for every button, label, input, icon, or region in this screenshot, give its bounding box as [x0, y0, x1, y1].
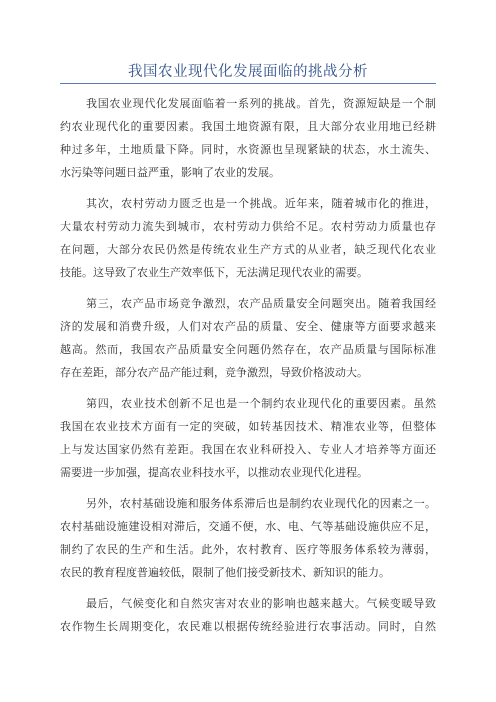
paragraph-1-line-3: 种过多年，土地质量下降。同时，水资源也呈现紧缺的状态，水土流失、 — [60, 143, 437, 156]
paragraph-2-line-4: 技能。这导致了农业生产效率低下，无法满足现代农业的需要。 — [60, 266, 368, 279]
paragraph-2-line-3: 在问题，大部分农民仍然是传统农业生产方式的从业者，缺乏现代化农业 — [60, 243, 437, 256]
paragraph-3-line-4: 存在差距，部分农产品产能过剩，竞争激烈，导致价格波动大。 — [60, 366, 368, 379]
paragraph-4-line-2: 我国在农业技术方面有一定的突破，如转基因技术、精准农业等，但整体 — [60, 420, 437, 433]
paragraph-4-line-4: 需要进一步加强，提高农业科技水平，以推动农业现代化进程。 — [60, 466, 368, 479]
paragraph-1-line-2: 约农业现代化的重要因素。我国土地资源有限，且大部分农业用地已经耕 — [60, 120, 437, 133]
paragraph-3-line-3: 越高。然而，我国农产品质量安全问题仍然存在，农产品质量与国际标准 — [60, 343, 437, 356]
paragraph-3-line-1: 第三，农产品市场竞争激烈，农产品质量安全问题突出。随着我国经 — [86, 297, 437, 310]
paragraph-6-line-2: 农作物生长周期变化，农民难以根据传统经验进行农事活动。同时，自然 — [60, 620, 437, 633]
title-underline — [60, 83, 436, 84]
paragraph-5-line-1: 另外，农村基础设施和服务体系滞后也是制约农业现代化的因素之一。 — [86, 497, 437, 510]
paragraph-3-line-2: 济的发展和消费升级，人们对农产品的质量、安全、健康等方面要求越来 — [60, 320, 437, 333]
paragraph-1-line-4: 水污染等问题日益严重，影响了农业的发展。 — [60, 166, 280, 179]
document-title: 我国农业现代化发展面临的挑战分析 — [128, 64, 368, 80]
paragraph-6-line-1: 最后，气候变化和自然灾害对农业的影响也越来越大。气候变暖导致 — [86, 597, 437, 610]
paragraph-5-line-4: 农民的教育程度普遍较低，限制了他们接受新技术、新知识的能力。 — [60, 566, 390, 579]
paragraph-4-line-3: 上与发达国家仍然有差距。我国在农业科研投入、专业人才培养等方面还 — [60, 443, 437, 456]
paragraph-5-line-3: 制约了农民的生产和生活。此外，农村教育、医疗等服务体系较为薄弱， — [60, 543, 437, 556]
paragraph-4-line-1: 第四，农业技术创新不足也是一个制约农业现代化的重要因素。虽然 — [86, 397, 437, 410]
paragraph-2-line-2: 大量农村劳动力流失到城市，农村劳动力供给不足。农村劳动力质量也存 — [60, 220, 437, 233]
paragraph-5-line-2: 农村基础设施建设相对滞后，交通不便，水、电、气等基础设施供应不足， — [60, 520, 437, 533]
paragraph-2-line-1: 其次，农村劳动力匮乏也是一个挑战。近年来，随着城市化的推进， — [86, 197, 437, 210]
paragraph-1-line-1: 我国农业现代化发展面临着一系列的挑战。首先，资源短缺是一个制 — [86, 97, 437, 110]
